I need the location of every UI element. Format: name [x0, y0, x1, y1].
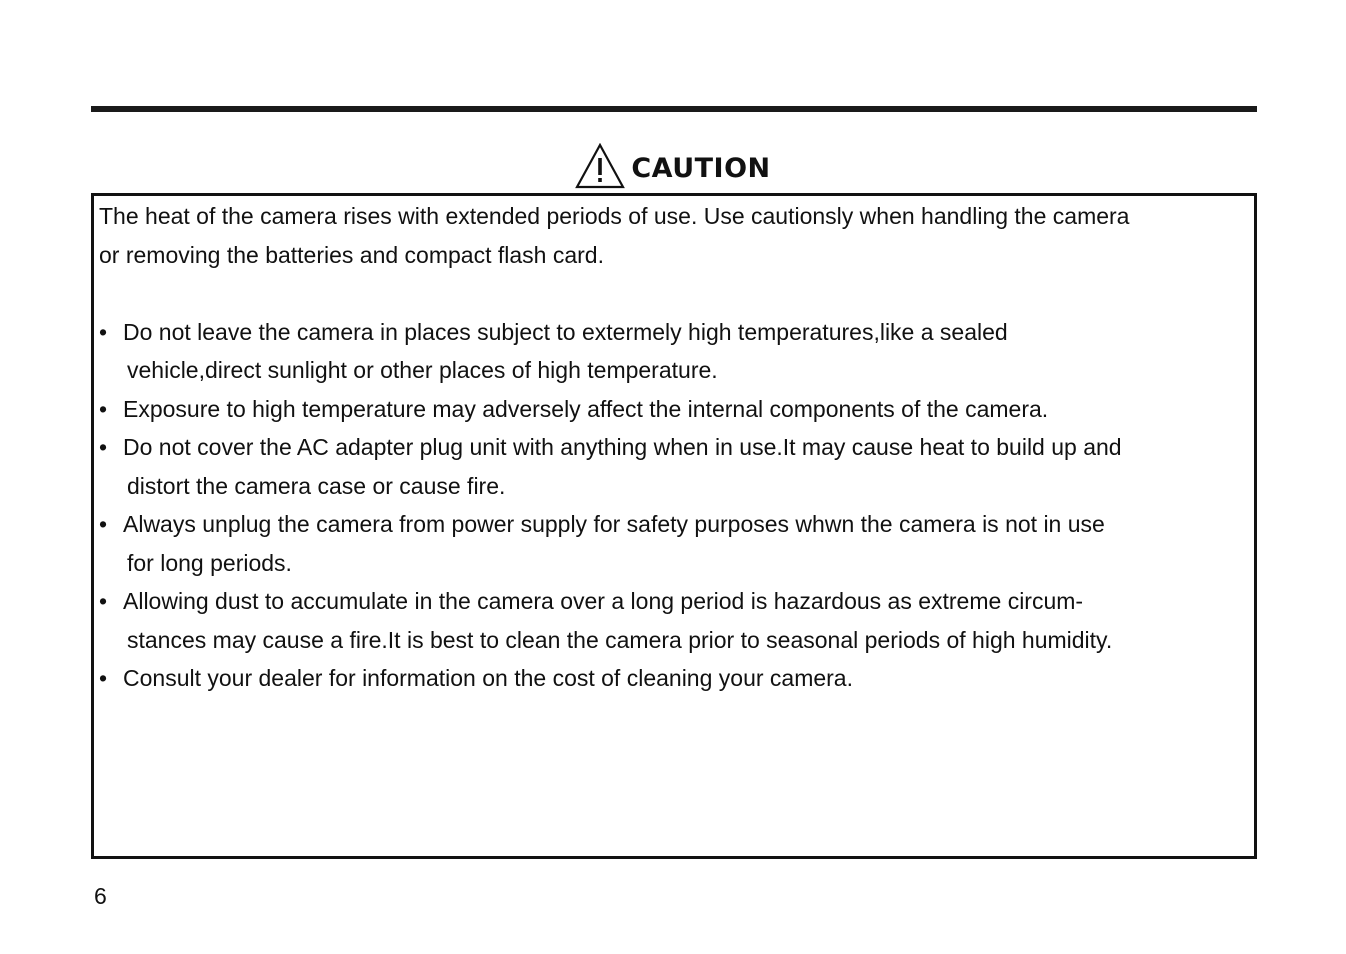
bullet-mark: •: [99, 588, 108, 614]
bullet-mark: •: [99, 395, 108, 422]
intro-line: The heat of the camera rises with extended periods of use. Use cautionsly when handling the camera: [99, 203, 1130, 229]
intro-line: or removing the batteries and compact flash card.: [99, 241, 604, 268]
bullet-continuation: vehicle,direct sunlight or other places of high temperature.: [127, 357, 718, 383]
bullet-mark: •: [99, 434, 108, 460]
top-rule: [91, 106, 1257, 112]
bullet-item: [99, 659, 1255, 698]
bullet-mark: •: [99, 318, 108, 345]
bullet-text: Do not leave the camera in places subject to extermely high temperatures,like a sealed: [123, 318, 1008, 345]
bullet-text: Always unplug the camera from power supply for safety purposes whwn the camera is not in use: [123, 511, 1105, 537]
bullet-continuation: stances may cause a fire.It is best to clean the camera prior to seasonal periods of high humidity.: [127, 626, 1113, 653]
caution-content: [99, 197, 1255, 698]
bullet-item: [99, 582, 1255, 621]
page-number: 6: [94, 883, 107, 909]
bullet-mark: •: [99, 665, 108, 691]
bullet-continuation: for long periods.: [127, 549, 292, 576]
bullet-text: Allowing dust to accumulate in the camera over a long period is hazardous as extreme circum-: [123, 588, 1084, 614]
bullet-text: Do not cover the AC adapter plug unit with anything when in use.It may cause heat to build up and: [123, 434, 1122, 460]
bullet-mark: •: [99, 511, 108, 537]
bullet-text: Exposure to high temperature may adversely affect the internal components of the camera.: [123, 395, 1049, 422]
caution-title: CAUTION: [631, 152, 771, 184]
paragraph-gap: [99, 274, 1255, 313]
caution-heading: [0, 142, 1346, 190]
caution-box: [91, 193, 1257, 859]
bullet-text: Consult your dealer for information on the cost of cleaning your camera.: [123, 665, 853, 691]
bullet-item: [99, 428, 1255, 467]
warning-triangle-icon: [575, 143, 625, 189]
bullet-continuation: distort the camera case or cause fire.: [127, 472, 506, 499]
bullet-item: [99, 505, 1255, 544]
bullet-item: [99, 313, 1255, 352]
bullet-item: [99, 390, 1255, 429]
